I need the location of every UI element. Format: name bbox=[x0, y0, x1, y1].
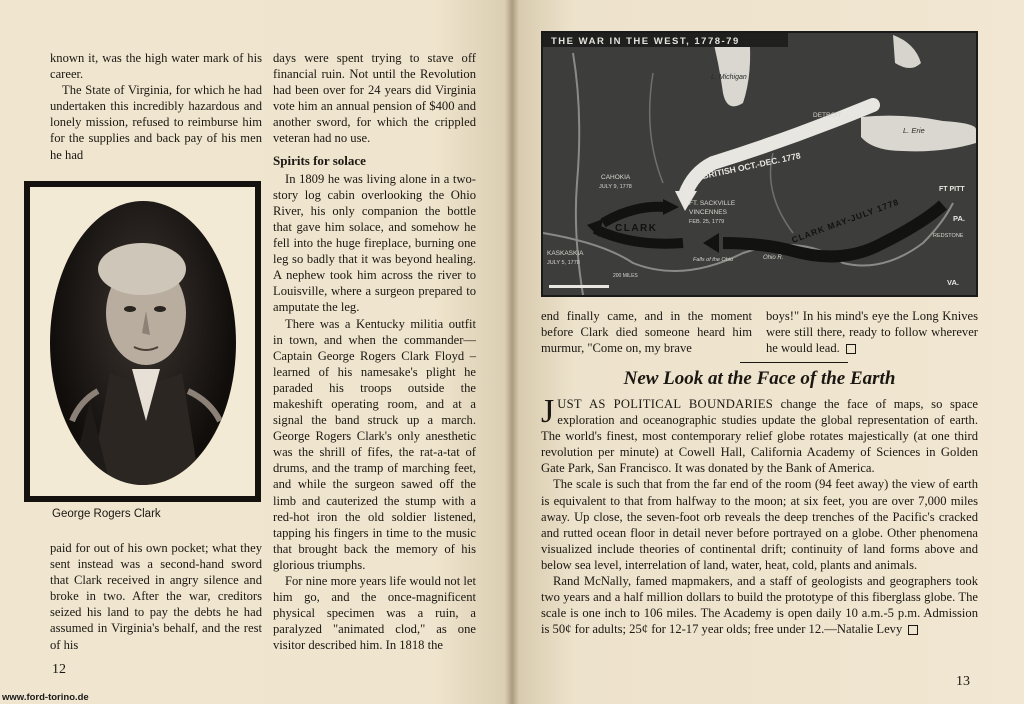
lead-in: UST AS POLITICAL BOUNDARIES bbox=[557, 397, 774, 411]
watermark: www.ford-torino.de bbox=[2, 692, 89, 703]
svg-text:CLARK MAY-JULY 1778: CLARK MAY-JULY 1778 bbox=[790, 196, 901, 245]
portrait-image bbox=[50, 201, 236, 485]
svg-text:DETROIT: DETROIT bbox=[813, 112, 842, 119]
subheading: Spirits for solace bbox=[273, 152, 366, 168]
svg-text:JULY 5, 1778: JULY 5, 1778 bbox=[547, 260, 580, 266]
page-number-right: 13 bbox=[956, 674, 970, 689]
paragraph: end finally came, and in the moment before Clark died someone heard him murmur, "Come on, my brave bbox=[541, 309, 752, 356]
map-title: THE WAR IN THE WEST, 1778-79 bbox=[551, 36, 740, 47]
svg-text:VINCENNES: VINCENNES bbox=[689, 209, 727, 216]
paragraph: In 1809 he was living alone in a two-story log cabin overlooking the Ohio River, his only companion the bottle that gave him solace, and somehow he fell into the huge fireplace, burning one leg so badly that it was beyond healing. A nephew took him across the river to Louisville, where a surgeon prepared to amputate the leg. bbox=[273, 171, 476, 315]
title-rule bbox=[740, 362, 848, 363]
drop-cap: J bbox=[541, 393, 555, 430]
gutter-shadow bbox=[505, 0, 519, 704]
svg-text:REDSTONE: REDSTONE bbox=[933, 233, 964, 239]
paragraph: known it, was the high water mark of his career. bbox=[50, 51, 262, 82]
svg-text:FT PITT: FT PITT bbox=[939, 186, 965, 193]
svg-text:PA.: PA. bbox=[953, 214, 965, 223]
svg-text:BRITISH OCT.-DEC. 1778: BRITISH OCT.-DEC. 1778 bbox=[701, 150, 802, 181]
paragraph: Rand McNally, famed mapmakers, and a staff of geologists and geographers took two years and a half million dollars to build the prototype of this fiberglass globe. The scale is one inch to 106 miles. The Academy is open daily 10 a.m.-5 p.m. Admission is 50¢ for adults; 25¢ for 12-17 year olds; free under 12.—Natalie Levy bbox=[541, 574, 978, 637]
end-mark-icon bbox=[908, 625, 918, 635]
paragraph: The State of Virginia, for which he had undertaken this incredibly hazardous and lonely mission, refused to reimburse him for the supplies and back pay of his men he had bbox=[50, 83, 262, 162]
svg-text:VA.: VA. bbox=[947, 278, 959, 287]
svg-text:L. Erie: L. Erie bbox=[903, 126, 925, 135]
paragraph: There was a Kentucky militia outfit in town, and when the commander—Captain George Rogers Clark Floyd – learned of his namesake's plight he paraded his troops outside the makeshift operating room, and at a signal the band struck up a march. George Rogers Clark's only anesthetic was the shrill of fifes, the rat-a-tat of drums, and the tramp of marching feet, and while the surgeon sawed off the limb and cauterized the stump with a red-hot iron the old soldier listened, tapping his fingers in time to the music that brought back the memory of his glorious triumphs. bbox=[273, 316, 476, 572]
paragraph: For nine more years life would not let him go, and the once-magnificent physical specimen was a ruin, a paralyzed "animated clod," as one visitor described him. In 1818 the bbox=[273, 574, 476, 653]
end-mark-icon bbox=[846, 344, 856, 354]
left-col1-bottom bbox=[50, 540, 262, 653]
paragraph: The scale is such that from the far end of the room (94 feet away) the view of earth is equivalent to that from halfway to the moon; at six feet, you are over 7,000 miles away. Up close, the seven-foot orb reveals the deep trenches of the Pacific's cracked and rutted ocean floor in detail never before portrayed on a globe. Other phenomena visualized include theories of continental drift; continuity of land forms above and below sea level, interrelation of land, water, heat, cold, plants and animals. bbox=[541, 477, 978, 572]
paragraph: change the face of maps, so space exploration and oceanographic studies update the global representation of earth. The world's finest, most contemporary relief globe rotates majestically (at one third revolution per minute) at Cowell Hall, California Academy of Sciences in Golden Gate Park, San Francisco. It was donated by the Bank of America. bbox=[541, 397, 978, 476]
globe-article bbox=[541, 393, 978, 637]
svg-text:CAHOKIA: CAHOKIA bbox=[601, 174, 631, 181]
right-col1-end bbox=[541, 308, 752, 356]
svg-text:L. Michigan: L. Michigan bbox=[711, 74, 747, 81]
left-col1-top bbox=[50, 50, 262, 163]
svg-text:CLARK: CLARK bbox=[615, 223, 658, 234]
svg-text:200 MILES: 200 MILES bbox=[613, 273, 638, 279]
svg-text:JULY 9, 1778: JULY 9, 1778 bbox=[599, 184, 632, 190]
svg-text:KASKASKIA: KASKASKIA bbox=[547, 250, 584, 257]
svg-text:Ohio R.: Ohio R. bbox=[763, 255, 784, 261]
paragraph: boys!" In his mind's eye the Long Knives were still there, ready to follow wherever he would lead. bbox=[766, 309, 978, 356]
svg-text:FT. SACKVILLE: FT. SACKVILLE bbox=[689, 200, 736, 207]
right-col2-end bbox=[766, 308, 978, 356]
portrait-frame bbox=[24, 181, 261, 502]
page-number-left: 12 bbox=[52, 662, 66, 677]
paragraph: days were spent trying to stave off financial ruin. Not until the Revolution had been over for 24 years did Virginia vote him an annual pension of $400 and another sword, for which the crippled veteran had no use. bbox=[273, 51, 476, 146]
svg-text:Falls of the Ohio: Falls of the Ohio bbox=[693, 257, 734, 263]
article-title: New Look at the Face of the Earth bbox=[623, 368, 896, 389]
war-in-the-west-map bbox=[541, 31, 978, 297]
paragraph: paid for out of his own pocket; what they sent instead was a second-hand sword that Clark received in angry silence and broke in two. After the war, creditors seized his land to pay the debts he had assumed in Virginia's behalf, and the rest of his bbox=[50, 541, 262, 652]
portrait-caption: George Rogers Clark bbox=[52, 508, 161, 520]
map-scale-bar bbox=[549, 285, 609, 288]
svg-text:FEB. 25, 1779: FEB. 25, 1779 bbox=[689, 219, 725, 225]
left-col2 bbox=[273, 50, 476, 653]
